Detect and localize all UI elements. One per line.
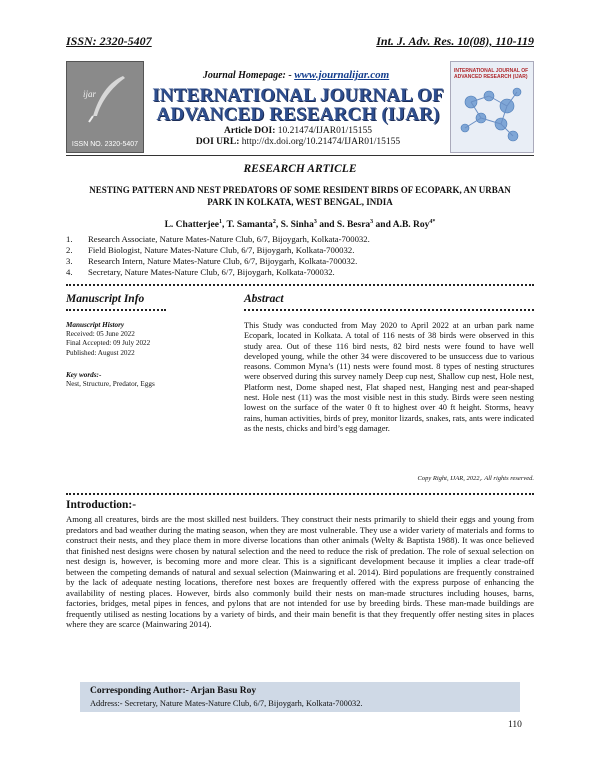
abstract-text: This Study was conducted from May 2020 to April 2022 at an urban park name Ecopark, located in Kolkata. A total of 116 nests of 38 birds were observed in this study area. Out of these 116 bird nests, 82 bird nests were found to have well developed young, while the other 34 were discovered to be unsuccess due to various reasons. Common Myna’s (11) nests were found most. 8 types of nesting structures were observed during this survey namely Deep cup nest, Shallow cup nest, Hole nest, Platform nest, Dome shaped nest, Flat shaped nest, Hanging nest and pear-shaped nest. Hole nest (11) was the most visible nest in this study. Birds were seen nesting lowest on the surface of the water 0 ft to highest over 40 ft height. Storms, heavy rains, human activities, birds of prey, monitor lizards, snakes, rats, ants were indicated as the nests, chicks and bird’s egg damager. (244, 321, 534, 433)
page-number: 110 (508, 720, 522, 730)
accepted-date: Final Accepted: 09 July 2022 (66, 339, 151, 348)
author: A.B. Roy (392, 220, 430, 231)
author: T. Samanta (226, 220, 273, 231)
journal-name: INTERNATIONAL JOURNAL OF ADVANCED RESEARCH (IJAR) (152, 85, 444, 125)
received-date: Received: 05 June 2022 (66, 330, 135, 339)
dotted-divider (244, 309, 534, 311)
dotted-divider (66, 278, 534, 286)
doi-value: 10.21474/IJAR01/15155 (277, 126, 373, 136)
article-title: NESTING PATTERN AND NEST PREDATORS OF SOME RESIDENT BIRDS OF ECOPARK, AN URBAN PARK IN KOLKATA, WEST BENGAL, INDIA (89, 185, 511, 207)
running-header (66, 34, 534, 49)
homepage-link[interactable]: www.journalijar.com (294, 69, 390, 81)
molecule-icon (451, 62, 533, 152)
article-type: RESEARCH ARTICLE (243, 163, 357, 175)
abstract-heading: Abstract (244, 293, 284, 305)
dotted-divider (66, 487, 534, 495)
affiliation-item: 3. Research Intern, Nature Mates-Nature Club, 6/7, Bijoygarh, Kolkata-700032. (66, 256, 358, 266)
logo-issn: ISSN NO. 2320-5407 (71, 141, 139, 148)
affiliation-item: 2. Field Biologist, Nature Mates-Nature Club, 6/7, Bijoygarh, Kolkata-700032. (66, 245, 355, 255)
author: S. Besra (336, 220, 371, 231)
journal-logo (66, 61, 144, 153)
journal-cover-thumbnail: INTERNATIONAL JOURNAL OF ADVANCED RESEARCH (IJAR) (450, 61, 534, 153)
doi-block: Article DOI: 10.21474/IJAR01/15155 DOI URL: http://dx.doi.org/10.21474/IJAR01/15155 (195, 126, 401, 147)
issn-text: ISSN: 2320-5407 (66, 34, 152, 48)
introduction-text: Among all creatures, birds are the most skilled nest builders. They construct their nests primarily to shield their eggs and young from predators and bad weather during the mating season, when they are most vulnerable. They use a wider variety of materials and forms to construct their nests, and they place them in more diverse locations than other animals (Welty & Baptista 1988). It was once believed that finished nest designs were chosen by natural selection and the need to reduce the risk of predation. The role of sexual selection on nest design is, however, is becoming more and more clear. This is a significant development because it implies a clear trade-off between the competing demands of natural and sexual selection (Mainwaring et al. 2014). Bird populations are frequently constrained by the lack of adequate nesting locations, therefore nest boxes are frequently offered with the express purpose of enhancing the availability of nesting places. However, birds also commonly build their nests on man-made structures including houses, barns, factories, bridges, metal pipes in fences, and pylons that are not intended for use by breeding birds. These man-made buildings are frequently utilised as nesting locations by a variety of birds, and their main benefit is that they frequently offer nesting sites in places where they are scarce (Mainwaring 2014). (66, 514, 534, 629)
journal-homepage: Journal Homepage: - www.journalijar.com (202, 69, 390, 81)
corresponding-author: Corresponding Author:- Arjan Basu Roy (90, 686, 257, 696)
published-date: Published: August 2022 (66, 348, 135, 357)
keywords: Key words:- Nest, Structure, Predator, Eggs (66, 371, 155, 389)
journal-banner (66, 59, 534, 156)
corresponding-author-box (80, 682, 520, 712)
affiliation-item: 4. Secretary, Nature Mates-Nature Club, 6/7, Bijoygarh, Kolkata-700032. (66, 267, 335, 277)
doi-url[interactable]: http://dx.doi.org/10.21474/IJAR01/15155 (241, 137, 401, 147)
manuscript-history: Manuscript History Received: 05 June 2022 Final Accepted: 09 July 2022 Published: August 2022 (66, 321, 236, 358)
corresponding-address: Address:- Secretary, Nature Mates-Nature Club, 6/7, Bijoygarh, Kolkata-700032. (90, 699, 363, 708)
author-list: L. Chatterjee$^1$, T. Samanta$^2$, S. Sinha$^3$ and S. Besra$^3$ and A.B. Roy$^{4*}$ (164, 219, 436, 231)
manuscript-info-heading: Manuscript Info (66, 293, 145, 305)
author: L. Chatterjee (164, 220, 219, 231)
introduction-heading: Introduction:- (66, 499, 137, 511)
dotted-divider (66, 309, 166, 311)
copyright-text: Copy Right, IJAR, 2022,. All rights reserved. (417, 475, 534, 482)
logo-text: ijar (83, 89, 97, 99)
citation-text: Int. J. Adv. Res. 10(08), 110-119 (376, 34, 534, 48)
author: S. Sinha (280, 220, 314, 231)
affiliation-list (66, 234, 534, 278)
affiliation-item: 1. Research Associate, Nature Mates-Nature Club, 6/7, Bijoygarh, Kolkata-700032. (66, 234, 370, 244)
corresponding-mark: * (432, 219, 436, 225)
